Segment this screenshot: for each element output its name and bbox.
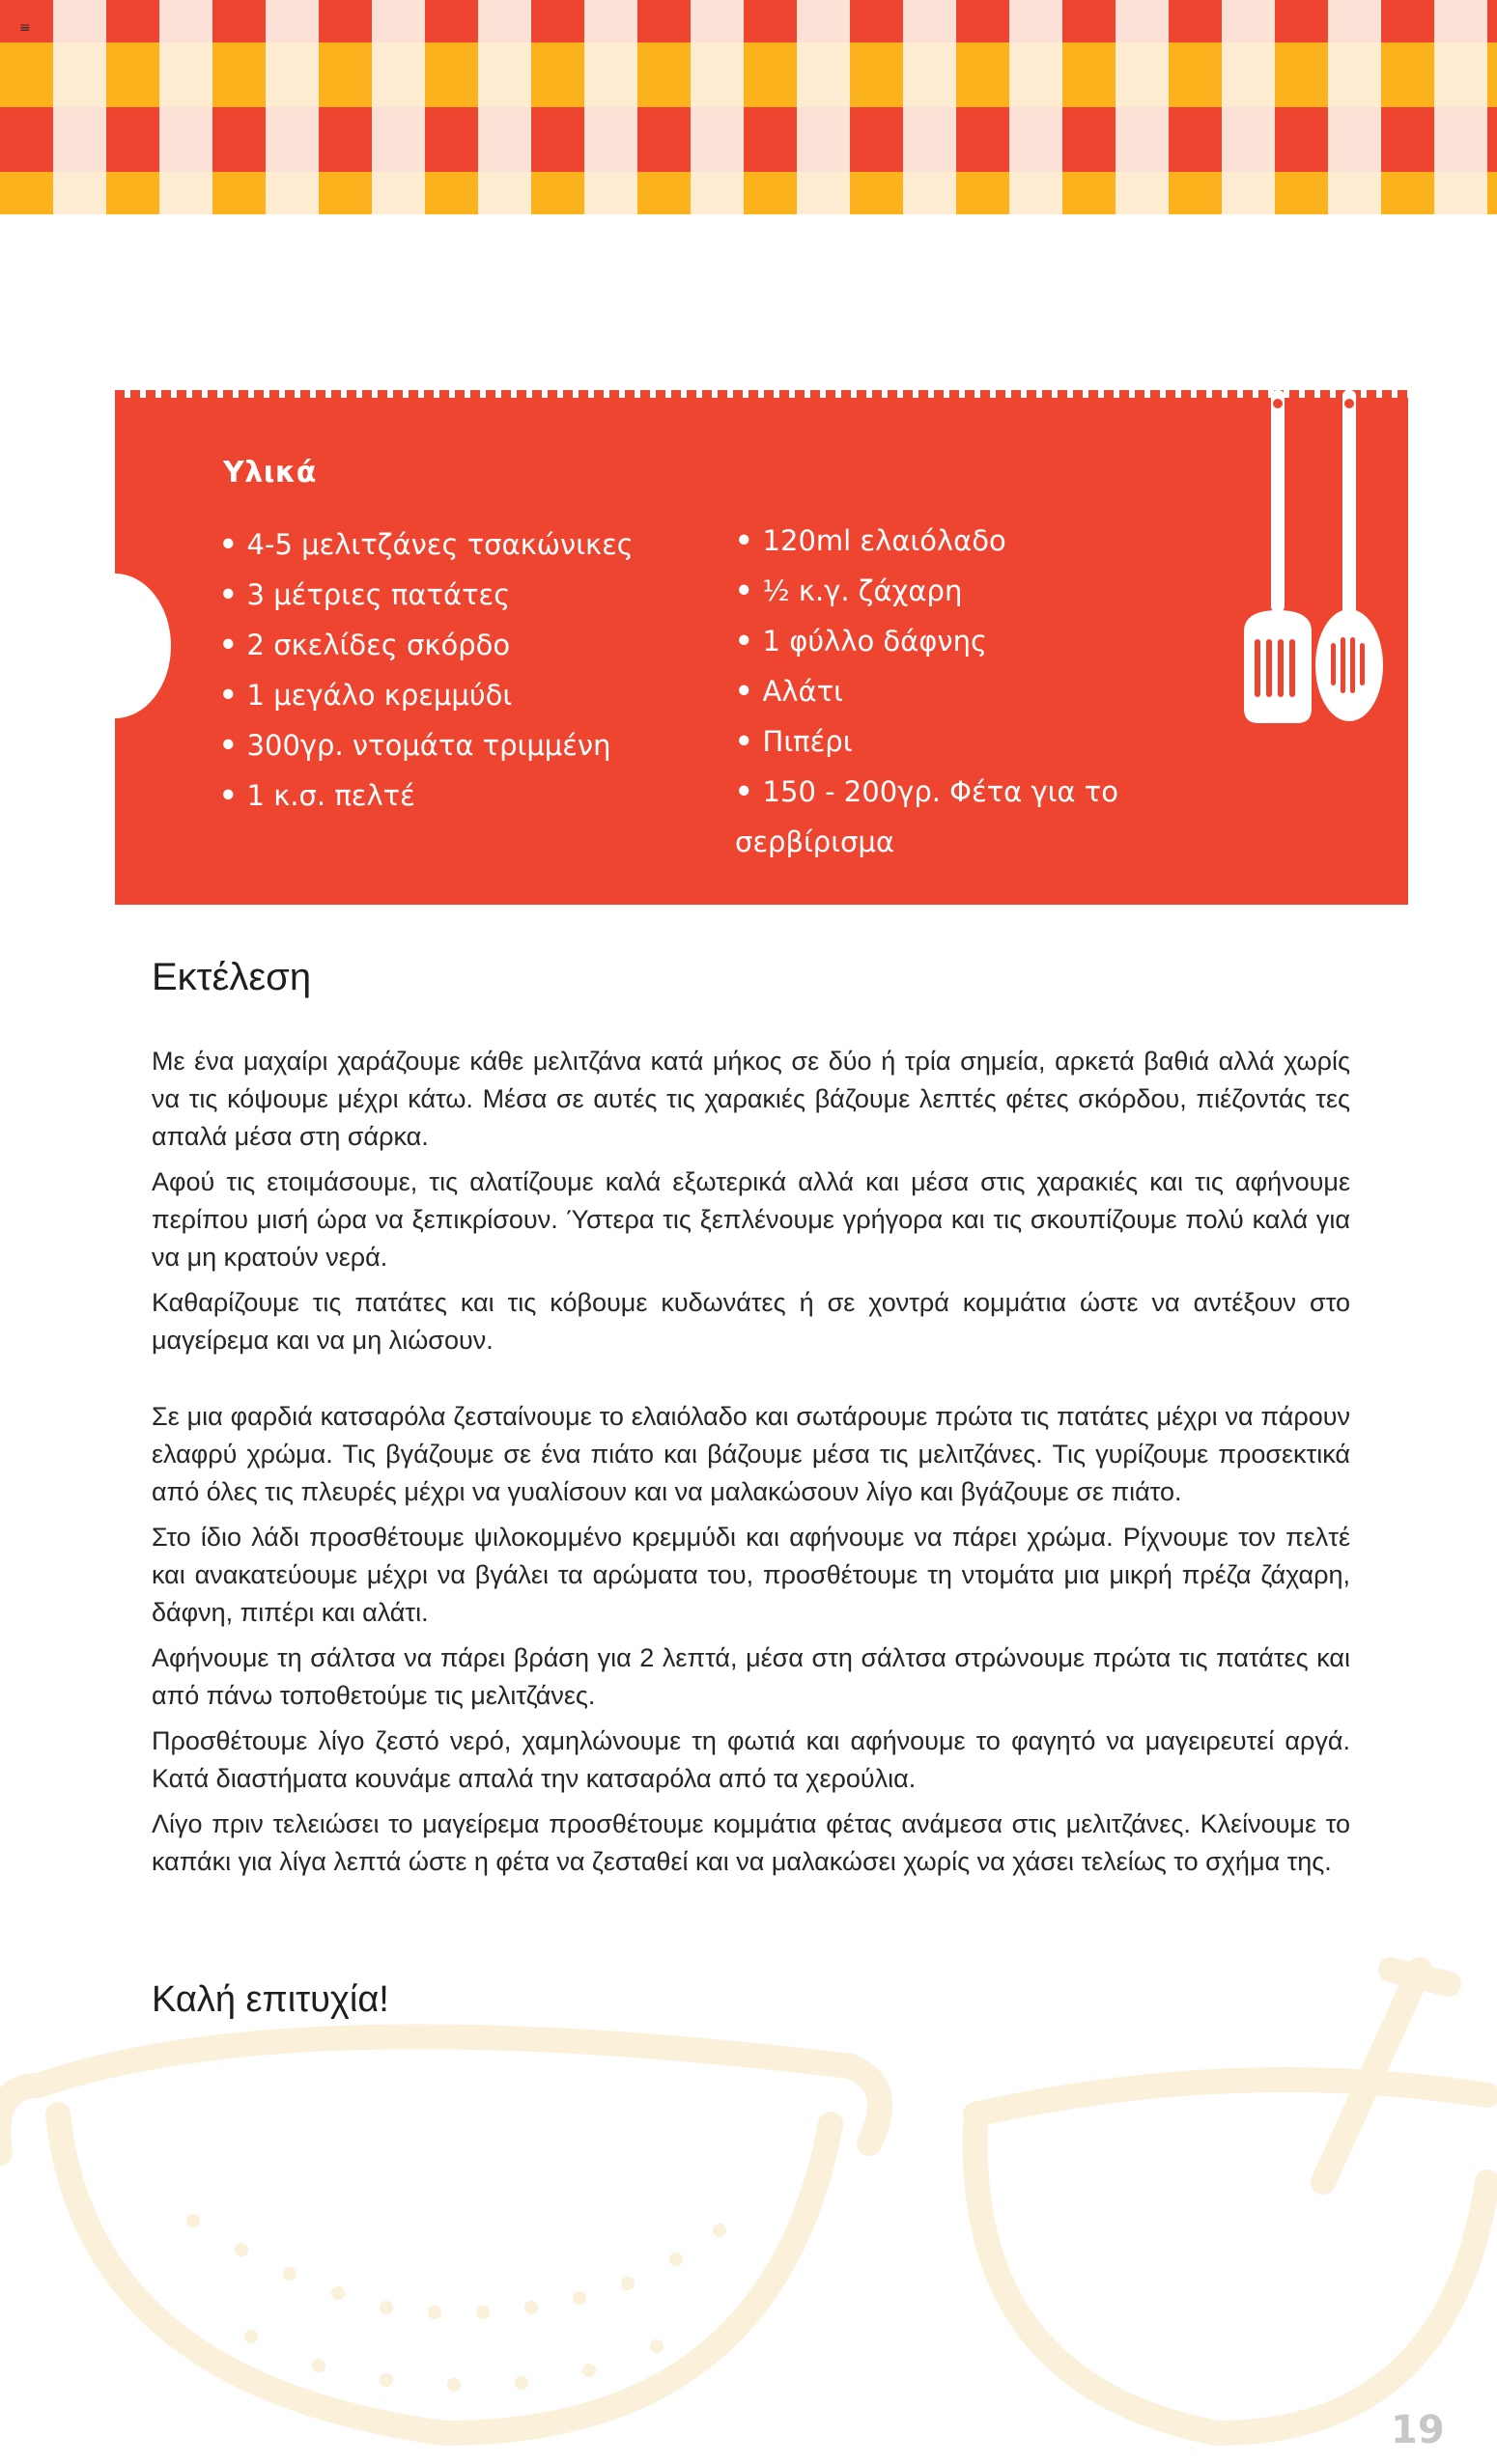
gingham-cell — [0, 42, 53, 107]
gingham-cell — [1062, 0, 1116, 42]
gingham-cell — [1434, 42, 1487, 107]
gingham-cell — [584, 42, 637, 107]
gingham-cell — [372, 172, 425, 214]
gingham-cell — [744, 107, 797, 172]
mortar-and-pestle-icon — [975, 1970, 1487, 2433]
gingham-cell — [1116, 42, 1169, 107]
gingham-cell — [1062, 107, 1116, 172]
gingham-cell — [691, 172, 744, 214]
gingham-cell — [319, 0, 372, 42]
ingredient-item: • 150 - 200γρ. Φέτα για το σερβίρισμα — [735, 775, 1118, 858]
card-perforated-edge — [115, 390, 1408, 398]
method-paragraph: Σε μια φαρδιά κατσαρόλα ζεσταίνουμε το ελαιόλαδο και σωτάρουμε πρώτα τις πατάτες μέχρι να πάρουν ελαφρύ χρώμα. Τις βγάζουμε σε ένα πιάτο και βάζουμε μέσα τις μελιτζάνες. Τις γυρίζουμε προσεκτικά από όλες τις πλευρές μέχρι να γυαλίσουν και να μαλακώσουν λίγο και βγάζουμε σε πιάτο. — [152, 1402, 1350, 1506]
gingham-cell — [0, 172, 53, 214]
gingham-cell — [691, 42, 744, 107]
gingham-cell — [159, 172, 212, 214]
gingham-cell — [106, 0, 159, 42]
gingham-cell — [903, 172, 956, 214]
gingham-cell — [425, 0, 478, 42]
gingham-cell — [584, 0, 637, 42]
gingham-cell — [637, 172, 691, 214]
gingham-cell — [1222, 0, 1275, 42]
gingham-cell — [1381, 0, 1434, 42]
gingham-cell — [744, 172, 797, 214]
card-notch — [59, 574, 171, 718]
gingham-cell — [1009, 107, 1062, 172]
gingham-cell — [425, 107, 478, 172]
ingredients-list-left — [219, 519, 634, 821]
gingham-cell — [850, 0, 903, 42]
ingredient-item: • ½ κ.γ. ζάχαρη — [735, 574, 963, 607]
gingham-cell — [1275, 107, 1328, 172]
gingham-cell — [106, 42, 159, 107]
gingham-cell — [159, 42, 212, 107]
ingredient-item: • 1 φύλλο δάφνης — [735, 625, 987, 658]
gingham-cell — [1275, 42, 1328, 107]
ingredient-item: • Πιπέρι — [735, 725, 853, 758]
gingham-cell — [266, 0, 319, 42]
gingham-cell — [478, 42, 531, 107]
gingham-cell — [319, 42, 372, 107]
ingredient-item: • 300γρ. ντομάτα τριμμένη — [219, 729, 611, 762]
gingham-cell — [319, 107, 372, 172]
gingham-cell — [531, 42, 584, 107]
ingredient-item: • 1 κ.σ. πελτέ — [219, 779, 415, 812]
gingham-cell — [1275, 172, 1328, 214]
gingham-cell — [531, 0, 584, 42]
gingham-cell — [1116, 107, 1169, 172]
gingham-cell — [1328, 107, 1381, 172]
gingham-cell — [956, 42, 1009, 107]
gingham-cell — [797, 172, 850, 214]
method-paragraph: Καθαρίζουμε τις πατάτες και τις κόβουμε κυδωνάτες ή σε χοντρά κομμάτια ώστε να αντέξουν στο μαγείρεμα και να μη λιώσουν. — [152, 1288, 1350, 1355]
gingham-cell — [691, 0, 744, 42]
gingham-cell — [212, 0, 266, 42]
gingham-cell — [797, 107, 850, 172]
ingredient-item: • 120ml ελαιόλαδο — [735, 524, 1006, 557]
gingham-cell — [1381, 107, 1434, 172]
gingham-cell — [850, 172, 903, 214]
gingham-cell — [1381, 42, 1434, 107]
gingham-cell — [797, 42, 850, 107]
ingredient-item: • 1 μεγάλο κρεμμύδι — [219, 679, 513, 712]
gingham-cell — [478, 172, 531, 214]
gingham-cell — [478, 0, 531, 42]
gingham-cell — [1222, 172, 1275, 214]
gingham-cell — [1169, 107, 1222, 172]
gingham-cell — [53, 42, 106, 107]
method-paragraph: Προσθέτουμε λίγο ζεστό νερό, χαμηλώνουμε τη φωτιά και αφήνουμε το φαγητό να μαγειρευτεί αργά. Κατά διαστήματα κουνάμε απαλά την κατσαρόλα από τα χερούλια. — [152, 1726, 1350, 1793]
gingham-cell — [903, 0, 956, 42]
gingham-cell — [425, 42, 478, 107]
gingham-cell — [1328, 172, 1381, 214]
gingham-cell — [1328, 0, 1381, 42]
gingham-cell — [372, 0, 425, 42]
gingham-cell — [956, 172, 1009, 214]
gingham-cell — [1009, 172, 1062, 214]
page-number: 19 — [1391, 2408, 1445, 2452]
gingham-cell — [106, 172, 159, 214]
gingham-cell — [1434, 107, 1487, 172]
gingham-cell — [1487, 42, 1497, 107]
gingham-cell — [1222, 42, 1275, 107]
gingham-cell — [159, 0, 212, 42]
gingham-cell — [372, 42, 425, 107]
gingham-cell — [0, 107, 53, 172]
gingham-cell — [1009, 42, 1062, 107]
gingham-cell — [425, 172, 478, 214]
gingham-cell — [1116, 172, 1169, 214]
gingham-cell — [956, 107, 1009, 172]
method-paragraph: Στο ίδιο λάδι προσθέτουμε ψιλοκομμένο κρεμμύδι και αφήνουμε να πάρει χρώμα. Ρίχνουμε τον πελτέ και ανακατεύουμε μέχρι να βγάλει τα αρώματα του, προσθέτουμε τη ντομάτα μια μικρή πρέζα ζάχαρη, δάφνη, πιπέρι και αλάτι. — [152, 1523, 1350, 1627]
gingham-cell — [212, 107, 266, 172]
gingham-cell — [1116, 0, 1169, 42]
gingham-cell — [212, 42, 266, 107]
ingredient-item: • 4-5 μελιτζάνες τσακώνικες — [219, 528, 634, 561]
method-text — [152, 1043, 1350, 1889]
gingham-cell — [106, 107, 159, 172]
method-paragraph: Αφού τις ετοιμάσουμε, τις αλατίζουμε καλά εξωτερικά αλλά και μέσα στις χαρακιές και τις αφήνουμε περίπου μισή ώρα να ξεπικρίσουν. Ύστερα τις ξεπλένουμε γρήγορα και τις σκουπίζουμε πολύ καλά για να μη κρατούν νερά. — [152, 1167, 1350, 1272]
gingham-cell — [212, 172, 266, 214]
gingham-cell — [1009, 0, 1062, 42]
gingham-cell — [1487, 107, 1497, 172]
colander-holes — [186, 2214, 726, 2392]
gingham-cell — [1434, 0, 1487, 42]
ingredients-list-right — [735, 516, 1141, 867]
gingham-cell — [53, 172, 106, 214]
gingham-cell — [691, 107, 744, 172]
gingham-cell — [637, 42, 691, 107]
gingham-cell — [1328, 42, 1381, 107]
ingredients-card — [115, 390, 1408, 905]
gingham-cell — [584, 107, 637, 172]
gingham-cell — [1275, 0, 1328, 42]
gingham-cell — [584, 172, 637, 214]
ingredients-title: Υλικά — [223, 456, 317, 490]
gingham-cell — [266, 42, 319, 107]
gingham-cell — [744, 0, 797, 42]
gingham-cell — [1381, 172, 1434, 214]
gingham-cell — [372, 107, 425, 172]
gingham-cell — [1169, 0, 1222, 42]
method-paragraph: Με ένα μαχαίρι χαράζουμε κάθε μελιτζάνα κατά μήκος σε δύο ή τρία σημεία, αρκετά βαθιά αλλά χωρίς να τις κόψουμε μέχρι κάτω. Μέσα σε αυτές τις χαρακιές βάζουμε λεπτές φέτες σκόρδου, πιέζοντάς τες απαλά μέσα στη σάρκα. — [152, 1047, 1350, 1151]
hamburger-menu-icon[interactable]: ≡ — [19, 20, 31, 36]
gingham-cell — [531, 107, 584, 172]
gingham-cell — [53, 107, 106, 172]
gingham-cell — [1222, 107, 1275, 172]
gingham-cell — [744, 42, 797, 107]
gingham-cell — [1062, 42, 1116, 107]
gingham-cell — [1434, 172, 1487, 214]
colander-icon — [0, 2036, 880, 2433]
gingham-cell — [1062, 172, 1116, 214]
method-paragraph: Λίγο πριν τελειώσει το μαγείρεμα προσθέτουμε κομμάτια φέτας ανάμεσα στις μελιτζάνες. Κλείνουμε το καπάκι για λίγα λεπτά ώστε η φέτα να ζεσταθεί και να μαλακώσει χωρίς να χάσει τελείως το σχήμα της. — [152, 1809, 1350, 1876]
gingham-header-pattern — [0, 0, 1497, 214]
spatula-and-slotted-spoon-icon — [1234, 390, 1398, 738]
gingham-cell — [266, 172, 319, 214]
gingham-cell — [53, 0, 106, 42]
gingham-cell — [637, 107, 691, 172]
kitchenware-decoration — [0, 1931, 1497, 2464]
gingham-cell — [159, 107, 212, 172]
gingham-cell — [903, 42, 956, 107]
gingham-cell — [1487, 172, 1497, 214]
gingham-cell — [531, 172, 584, 214]
closing-line: Καλή επιτυχία! — [152, 1979, 389, 2020]
gingham-cell — [1487, 0, 1497, 42]
gingham-cell — [478, 107, 531, 172]
gingham-cell — [850, 42, 903, 107]
gingham-cell — [1169, 172, 1222, 214]
gingham-cell — [903, 107, 956, 172]
gingham-cell — [850, 107, 903, 172]
gingham-cell — [637, 0, 691, 42]
gingham-cell — [1169, 42, 1222, 107]
method-paragraph: Αφήνουμε τη σάλτσα να πάρει βράση για 2 λεπτά, μέσα στη σάλτσα στρώνουμε πρώτα τις πατάτες και από πάνω τοποθετούμε τις μελιτζάνες. — [152, 1643, 1350, 1710]
ingredient-item: • 2 σκελίδες σκόρδο — [219, 629, 511, 661]
ingredient-item: • Αλάτι — [735, 675, 843, 708]
gingham-cell — [956, 0, 1009, 42]
gingham-cell — [266, 107, 319, 172]
gingham-cell — [319, 172, 372, 214]
method-title: Εκτέλεση — [152, 956, 312, 998]
gingham-cell — [797, 0, 850, 42]
ingredient-item: • 3 μέτριες πατάτες — [219, 578, 511, 611]
